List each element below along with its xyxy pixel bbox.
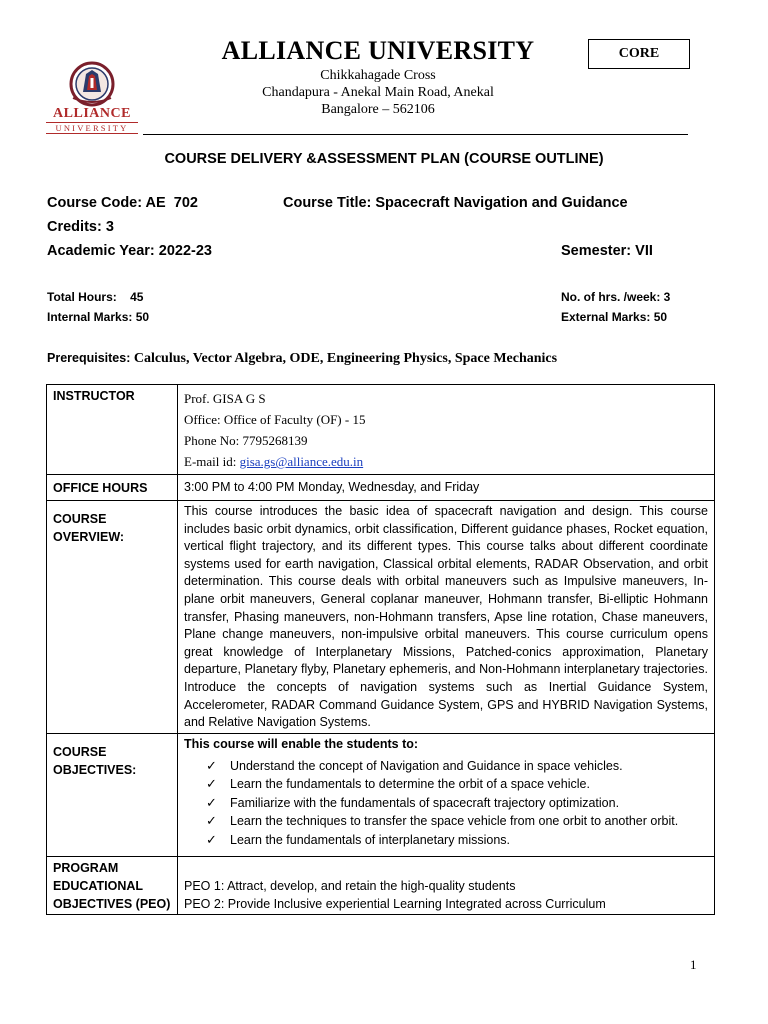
overview-text: This course introduces the basic idea of spacecraft navigation and design. This course includes basic orbit dynamics, orbit classification, Different guidance phases, Rocket equation, vertical flight trajectory, and its different types. This course talks about different coordinate systems used for earth navigation, Classical orbital elements, RADAR Observation, and orbit determination. This course deals with orbital maneuvers such as Impulsive maneuvers, In-plane orbit maneuvers, General coplanar maneuver, Hohmann transfer, Bi-elliptic Hohmann transfer, Phasing maneuvers, non-Hohmann transfers, Apse line rotation, Chase maneuvers, Plane change maneuvers, non-impulsive orbital maneuvers. This course curriculum opens great knowledge of Interplanetary Missions, Patched-conics approximation, Planetary departure, Planetary flyby, Planetary ephemeris, and Non-Hohmann interplanetary trajectories. Introduce the concepts of navigation systems such as Inertial Guidance System, Accelerometer, RADAR Command Guidance System, GPS and HYBRID Navigation Systems, and Relative Navigation Systems. [178, 501, 715, 734]
overview-label: COURSE OVERVIEW: [47, 501, 178, 734]
peo-2: PEO 2: Provide Inclusive experiential Learning Integrated across Curriculum [184, 897, 606, 912]
peo-label: PROGRAM EDUCATIONAL OBJECTIVES (PEO) [47, 857, 178, 915]
office-hours-label: OFFICE HOURS [47, 475, 178, 501]
prerequisites-value: Calculus, Vector Algebra, ODE, Engineering Physics, Space Mechanics [133, 351, 558, 366]
instructor-details [178, 385, 715, 475]
document-title: COURSE DELIVERY &ASSESSMENT PLAN (COURSE OUTLINE) [164, 151, 604, 167]
instructor-phone: Phone No: 7795268139 [184, 433, 308, 448]
table-row [47, 501, 715, 734]
header-divider [143, 134, 688, 135]
checkmark-icon: ✓ [206, 813, 217, 829]
page-number: 1 [690, 957, 697, 972]
instructor-office: Office: Office of Faculty (OF) - 15 [184, 412, 366, 427]
checkmark-icon: ✓ [206, 757, 217, 773]
course-outline-table [46, 384, 715, 915]
table-row [47, 475, 715, 501]
prerequisites [47, 349, 557, 367]
logo-subword: UNIVERSITY [46, 122, 138, 134]
list-item: ✓ Learn the fundamentals to determine the orbit of a space vehicle. [206, 775, 708, 794]
university-crest-icon [46, 60, 138, 108]
list-item: ✓ Familiarize with the fundamentals of spacecraft trajectory optimization. [206, 794, 708, 813]
objectives-intro: This course will enable the students to: [184, 736, 419, 751]
hours-per-week: No. of hrs. /week: 3 [561, 290, 671, 304]
address-line-1: Chikkahagade Cross [320, 68, 436, 83]
peo-cell [178, 857, 715, 915]
table-row [47, 733, 715, 857]
university-name: ALLIANCE UNIVERSITY [221, 36, 535, 65]
peo-1: PEO 1: Attract, develop, and retain the high-quality students [184, 879, 516, 894]
checkmark-icon: ✓ [206, 794, 217, 810]
list-item: ✓ Learn the techniques to transfer the space vehicle from one orbit to another orbit. [206, 812, 708, 831]
course-code: Course Code: AE 702 [47, 195, 198, 211]
table-row [47, 385, 715, 475]
course-credits: Credits: 3 [47, 219, 114, 235]
logo-wordmark: ALLIANCE [53, 106, 131, 121]
office-hours-value: 3:00 PM to 4:00 PM Monday, Wednesday, and Friday [178, 475, 715, 501]
instructor-email-link[interactable]: gisa.gs@alliance.edu.in [239, 454, 364, 469]
semester: Semester: VII [561, 243, 653, 259]
address-line-2: Chandapura - Anekal Main Road, Anekal [262, 85, 494, 100]
prerequisites-label: Prerequisites: [47, 351, 134, 365]
external-marks: External Marks: 50 [561, 310, 668, 324]
total-hours: Total Hours: 45 [47, 290, 144, 304]
checkmark-icon: ✓ [206, 831, 217, 847]
course-title: Course Title: Spacecraft Navigation and Guidance [283, 195, 628, 211]
instructor-email-line [184, 451, 708, 472]
list-item: ✓ Understand the concept of Navigation and Guidance in space vehicles. [206, 757, 708, 776]
instructor-name: Prof. GISA G S [184, 391, 266, 406]
objectives-cell [178, 733, 715, 857]
core-badge: CORE [588, 39, 690, 69]
instructor-label: INSTRUCTOR [47, 385, 178, 475]
academic-year: Academic Year: 2022-23 [47, 243, 212, 259]
objectives-list [184, 757, 708, 850]
list-item: ✓ Learn the fundamentals of interplanetary missions. [206, 831, 708, 850]
table-row [47, 857, 715, 915]
university-logo [46, 60, 138, 136]
address-line-3: Bangalore – 562106 [321, 102, 435, 117]
checkmark-icon: ✓ [206, 776, 217, 792]
objectives-label: COURSE OBJECTIVES: [47, 733, 178, 857]
internal-marks: Internal Marks: 50 [47, 310, 150, 324]
email-label: E-mail id: [184, 454, 240, 469]
